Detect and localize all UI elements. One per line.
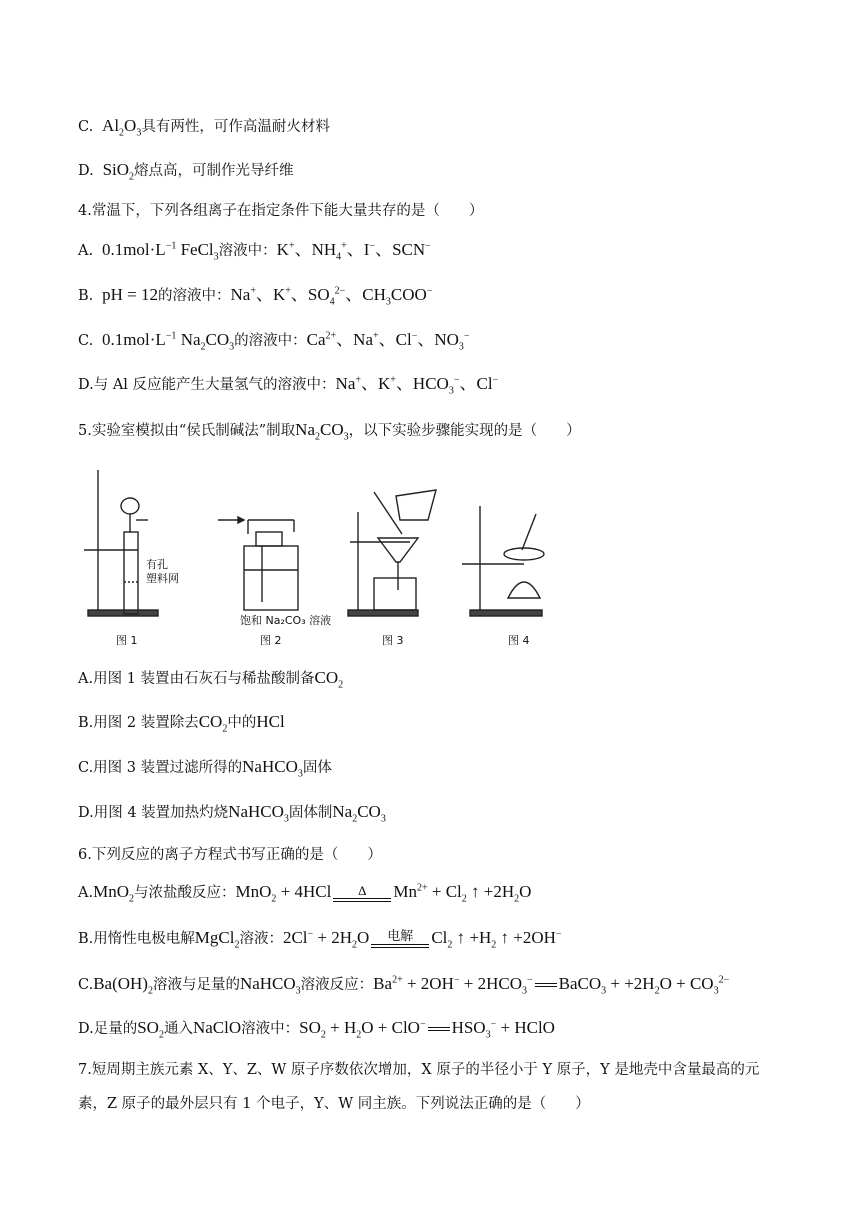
fig2-caption: 图 2 [260, 634, 282, 647]
fig1-note2: 塑料网 [146, 572, 179, 585]
fig1-caption: 图 1 [116, 634, 138, 647]
question-6: 6.下列反应的离子方程式书写正确的是（ ） [78, 847, 382, 863]
option-6a: A.MnO$_2$与浓盐酸反应：MnO$_2$ + 4HCl Δ $Mn^{2+} + Cl_2$ ↑ $+2H_2O$ [78, 882, 532, 905]
question-7: 7.短周期主族元素 X、Y、Z、W 原子序数依次增加，X 原子的半径小于 Y 原子，Y 是地壳中含量最高的元素，Z 原子的最外层只有 1 个电子，Y、W 同主族。下列说法正确的是（ ） [78, 1062, 760, 1112]
electrolysis-arrow: 电解 [369, 930, 431, 948]
option-5d: D.用图 4 装置加热灼烧NaHCO$_3$固体制$Na_2CO_3$ [78, 802, 386, 825]
apparatus-figures [78, 462, 548, 652]
option-4c: C. $0.1mol\cdot L^{-1}$ $Na_2CO_3$的溶液中：$Ca^{2+}$、Na+、Cl−、$NO_3^-$ [78, 330, 470, 353]
option-6d: D.足量的$SO_2$通入NaClO溶液中：$SO_2 + H_2O + ClO^-$ $HSO_3^-$ + HClO [78, 1018, 555, 1041]
fig3-caption: 图 3 [382, 634, 404, 647]
option-3c: C. $Al_2O_3$具有两性，可作高温耐火材料 [78, 116, 330, 139]
fig1-note1: 有孔 [146, 558, 168, 571]
figure-4-apparatus [462, 506, 544, 616]
option-3d: D. SiO$_2$熔点高，可制作光导纤维 [78, 160, 294, 183]
option-5b: B.用图 2 装置除去$CO_2$中的HCl [78, 712, 285, 735]
option-6b: B.用惰性电极电解MgCl$_2$溶液：$2Cl^- + 2H_2O$ 电解 $Cl_2$ ↑ $+H_2$ ↑ +2OH− [78, 928, 562, 951]
question-4: 4.常温下，下列各组离子在指定条件下能大量共存的是（ ） [78, 203, 484, 219]
figure-1-apparatus [84, 470, 158, 616]
option-4d: D.与 Al 反应能产生大量氢气的溶液中：Na+、K+、$HCO_3^-$、Cl− [78, 374, 499, 397]
fig2-note: 饱和 Na₂CO₃ 溶液 [240, 614, 332, 627]
question-5: 5.实验室模拟由“侯氏制碱法”制取$Na_2CO_3$，以下实验步骤能实现的是（ ） [78, 420, 581, 443]
fig4-caption: 图 4 [508, 634, 530, 647]
heat-arrow: Δ [331, 884, 393, 902]
option-4a: A. $0.1mol\cdot L^{-1}$ FeCl$_3$溶液中：K+、$NH_4^+$、I−、SCN− [78, 240, 431, 263]
option-4b: B. pH = 12的溶液中：Na+、K+、$SO_4^{2-}$、$CH_3COO^-$ [78, 285, 433, 308]
figure-3-apparatus [348, 490, 436, 616]
option-6c: $C.Ba(OH)_2$溶液与足量的NaHCO$_3$溶液反应：$Ba^{2+} + 2OH^- + 2HCO_3^-$ BaCO$_3$ + $+2H_2O + CO_3^{2-}$ [78, 974, 730, 997]
option-5c: C.用图 3 装置过滤所得的NaHCO$_3$固体 [78, 757, 332, 780]
option-5a: A.用图 1 装置由石灰石与稀盐酸制备$CO_2$ [78, 668, 344, 691]
figure-2-apparatus [218, 517, 298, 610]
